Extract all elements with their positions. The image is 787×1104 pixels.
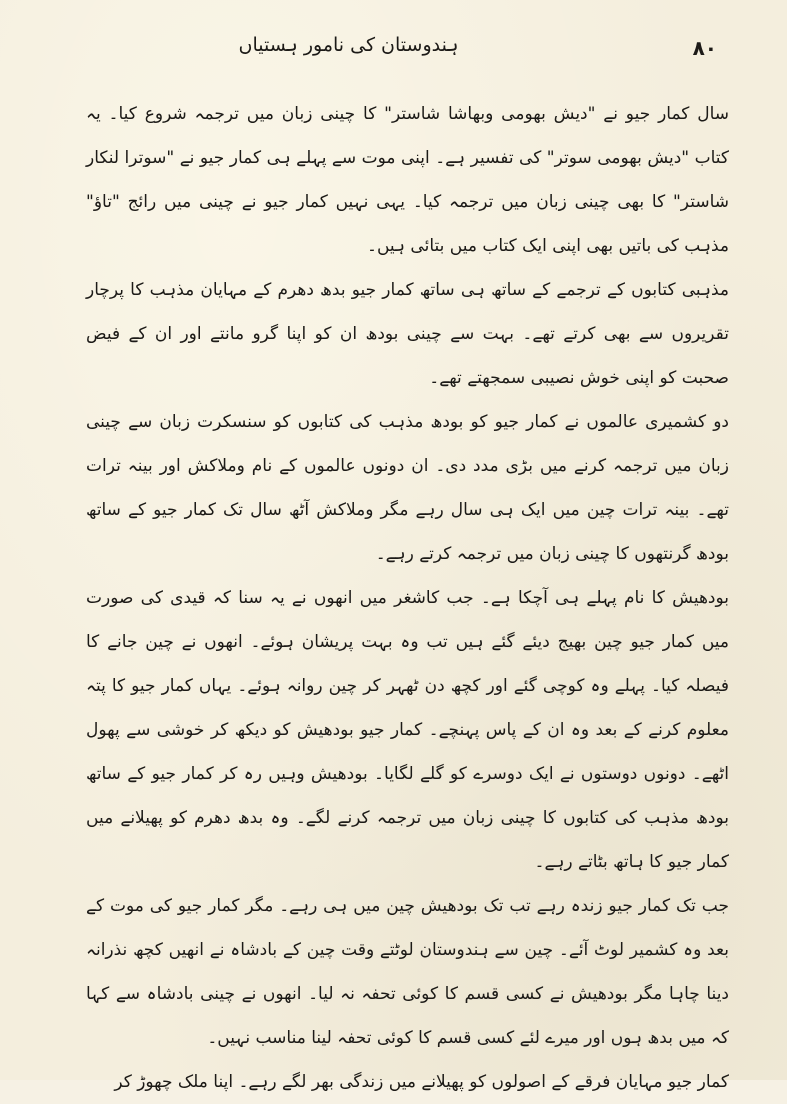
paragraph: کمار جیو مہایان فرقے کے اصولوں کو پھیلانے میں زندگی بھر لگے رہے۔ اپنا ملک چھوڑ کر: [114, 1072, 729, 1092]
paragraph: جب تک کمار جیو زندہ رہے تب تک بودھیش چین میں ہی رہے۔ مگر کمار جیو کی موت کے بعد وہ کشمیر لوٹ آئے۔ چین سے ہندوستان لوٹتے وقت چین کے بادشاہ نے انھیں کچھ نذرانہ دینا چاہا مگر بودھیش نے کسی قسم کا کوئی تحفہ نہ لیا۔ انھوں نے چینی بادشاہ سے کہا کہ میں بدھ ہوں اور میرے لئے کسی قسم کا کوئی تحفہ لینا مناسب نہیں۔: [86, 896, 729, 1048]
page-number: ۸۰: [692, 36, 717, 60]
paragraph: سال کمار جیو نے "دیش بھومی وبھاشا شاستر" کا چینی زبان میں ترجمہ شروع کیا۔ یہ کتاب "دیش بھومی سوتر" کی تفسیر ہے۔ اپنی موت سے پہلے ہی کمار جیو نے "سوترا لنکار شاستر" کا بھی چینی زبان میں ترجمہ کیا۔ یہی نہیں کمار جیو نے چینی میں رائج "تاؤ" مذہب کی باتیں بھی اپنی ایک کتاب میں بتائی ہیں۔: [86, 104, 729, 256]
running-title: ہندوستان کی نامور ہستیاں: [238, 34, 459, 56]
page-header: [60, 30, 717, 70]
body-text: [86, 92, 729, 1104]
paragraph: بودھیش کا نام پہلے ہی آچکا ہے۔ جب کاشغر میں انھوں نے یہ سنا کہ قیدی کی صورت میں کمار جیو چین بھیج دیئے گئے ہیں تب وہ بہت پریشان ہوئے۔ انھوں نے چین جانے کا فیصلہ کیا۔ پہلے وہ کوچی گئے اور کچھ دن ٹھہر کر چین روانہ ہوئے۔ یہاں کمار جیو کا پتہ معلوم کرنے کے بعد وہ ان کے پاس پہنچے۔ کمار جیو بودھیش کو دیکھ کر خوشی سے پھول اٹھے۔ دونوں دوستوں نے ایک دوسرے کو گلے لگایا۔ بودھیش وہیں رہ کر کمار جیو کے ساتھ بودھ مذہب کی کتابوں کا چینی زبان میں ترجمہ کرنے لگے۔ وہ بدھ دھرم کو پھیلانے میں کمار جیو کا ہاتھ بٹاتے رہے۔: [86, 588, 729, 872]
paragraph: دو کشمیری عالموں نے کمار جیو کو بودھ مذہب کی کتابوں کو سنسکرت زبان سے چینی زبان میں ترجمہ کرنے میں بڑی مدد دی۔ ان دونوں عالموں کے نام وملاکش اور بینہ ترات تھے۔ بینہ ترات چین میں ایک ہی سال رہے مگر وملاکش آٹھ سال تک کمار جیو کے ساتھ بودھ گرنتھوں کا چینی زبان میں ترجمہ کرتے رہے۔: [86, 412, 729, 564]
paragraph: مذہبی کتابوں کے ترجمے کے ساتھ ہی ساتھ کمار جیو بدھ دھرم کے مہایان مذہب کا پرچار تقریروں سے بھی کرتے تھے۔ بہت سے چینی بودھ ان کو اپنا گرو مانتے اور ان کے فیض صحبت کو اپنی خوش نصیبی سمجھتے تھے۔: [86, 280, 729, 388]
